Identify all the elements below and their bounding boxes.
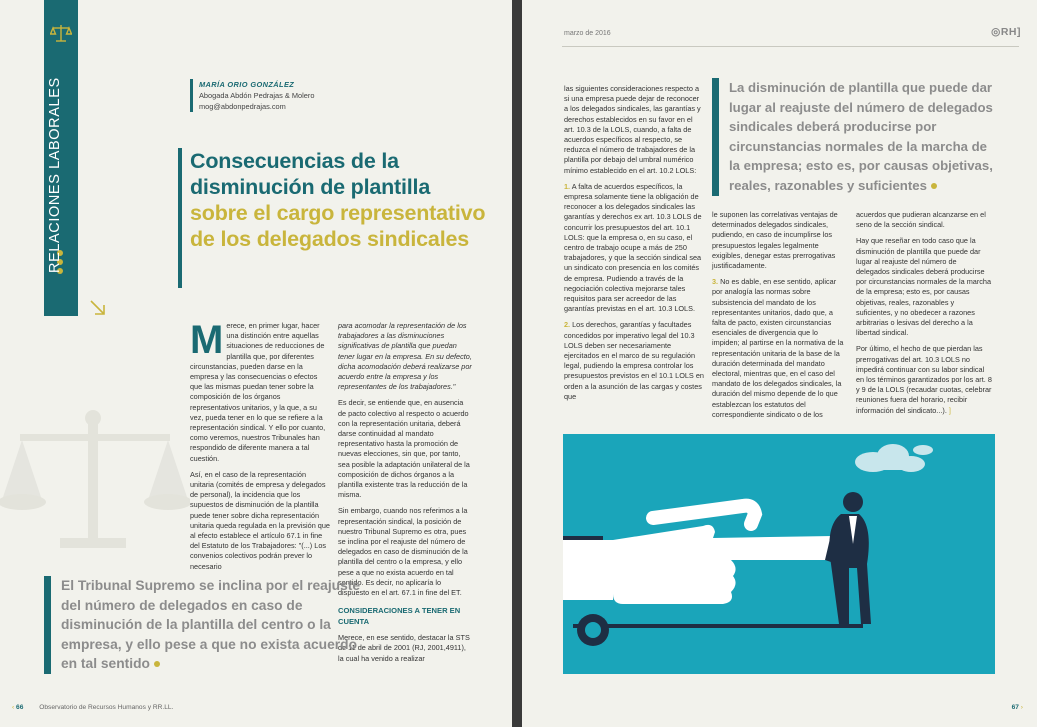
page-number: 67 — [1011, 704, 1019, 711]
header-rule — [562, 46, 1019, 47]
paragraph: Hay que reseñar en todo caso que la disminución de plantilla que puede dar lugar al reajuste del número de delegados sindicales deberá producirse por circunstancias normales de la marcha de la empresa; esto es, por causas objetivas, reales, razonables y suficientes, y no obedecer a razones arbitrarias o lesivas del derecho a la libertad sindical. — [856, 236, 992, 338]
paragraph: las siguientes consideraciones respecto a si una empresa puede dejar de reconocer a los delegados sindicales, las garantías y derechos establecidos en su favor en el art. 10.3 de la LOLS, cuando, a falta de acuerdos específicos al respecto, se reduzca el número de trabajadores de la plantilla por debajo del umbral numérico mínimo establecido en el art. 10.2 LOLS: — [564, 84, 701, 175]
footer — [12, 704, 173, 711]
illustration — [563, 434, 995, 674]
arrow-down-right-icon — [88, 298, 108, 318]
footer-arrow-icon: › — [1020, 704, 1023, 711]
author-email[interactable]: mog@abdonpedrajas.com — [199, 102, 286, 111]
paragraph: Así, en el caso de la representación unitaria (comités de empresa y delegados de personal), la incidencia que los supuestos de disminución de la plantilla puede tener sobre dicha representación unitaria queda regulada en la previsión que al efecto establece el artículo 67.1 in fine del Estatuto de los Trabajadores: "(...) Los convenios colectivos podrán prever lo necesario — [190, 469, 330, 571]
logo-circle-icon: ◎ — [991, 26, 1001, 38]
section-tag — [44, 0, 78, 316]
left-page — [0, 0, 512, 727]
footer — [1012, 704, 1023, 711]
right-page — [522, 0, 1037, 727]
section-tag-label: RELACIONES LABORALES — [47, 77, 63, 273]
paragraph: Por último, el hecho de que pierdan las prerrogativas del art. 10.3 LOLS no impedirá continuar con su labor sindical en los términos garantizados por los art. 8 y 9 de la LOLS (recaudar cuotas, celebrar reuniones fuera del horario, recibir información del sindicato...). ] — [856, 344, 992, 415]
article-title-main: Consecuencias de la disminución de plantilla — [190, 149, 431, 199]
paragraph: Sin embargo, cuando nos referimos a la representación sindical, la posición de nuestro Tribunal Supremo es otra, pues se inclina por el reajuste del número de delegados en caso de disminución de la plantilla del centro o la empresa, y ello pese a que no exista acuerdo en tal sentido. Es decir, no aplicaría lo dispuesto en el art. 67.1 in fine del ET. — [338, 506, 468, 598]
right-column-3 — [856, 210, 992, 422]
right-column-2 — [712, 210, 844, 426]
scales-of-justice-icon — [50, 22, 72, 44]
issue-date: marzo de 2016 — [564, 30, 611, 37]
scales-watermark-icon — [0, 400, 190, 560]
publication-name: Observatorio de Recursos Humanos y RR.LL. — [39, 704, 174, 711]
logo-text: RH — [1000, 26, 1017, 38]
list-item: 2. Los derechos, garantías y facultades concedidos por imperativo legal del 10.3 LOLS deben ser necesariamente ejercitados en el marco de su regulación legal, pudiendo la empresa controlar los presupuestos previstos en el 10.1 LOLS en orden a la asunción de las cargas y costes que — [564, 320, 704, 401]
title-accent-bar — [178, 148, 182, 288]
bullet-dot-icon — [154, 661, 160, 667]
paragraph: acuerdos que pudieran alcanzarse en el seno de la sección sindical. — [856, 210, 986, 230]
subheading: CONSIDERACIONES A TENER EN CUENTA — [338, 606, 461, 626]
footer-arrow-icon: ‹ — [12, 704, 15, 711]
author-role: Abogada Abdón Pedrajas & Molero — [199, 91, 315, 100]
page-number: 66 — [16, 704, 24, 711]
drop-cap: M — [190, 318, 224, 362]
pull-quote — [712, 78, 999, 196]
paragraph: para acomodar la representación de los trabajadores a las disminuciones significativas de plantilla que puedan tener lugar en la empresa. En su defecto, dicha acomodación deberá realizarse por acuerdo entre la empresa y los representantes de los trabajadores." — [338, 321, 472, 392]
left-column-1 — [190, 318, 330, 578]
pull-quote-text: El Tribunal Supremo se inclina por el reajuste del número de delegados en caso de disminución de la plantilla del centro o la empresa, y ello pese a que no exista acuerdo en tal sentido — [61, 578, 361, 671]
pull-quote-text: La disminución de plantilla que puede dar lugar al reajuste del número de delegados sindicales deberá producirse por circunstancias normales de la marcha de la empresa; esto es, por causas objetivas, reales, razonables y suficientes — [729, 80, 993, 193]
paragraph: Merece, en primer lugar, hacer una distinción entre aquellas situaciones de reducciones de plantilla que, por diferentes circunstancias, pueden darse en la empresa y las consecuencias o efectos que las mismas puedan tener sobre la composición de los órganos representativos unitarios, y la que, a su vez, pueda tener en lo que se refiere a la representación sindical. Y ello por cuanto, como veremos, nuestros Tribunales han respondido de diferente manera a tal cuestión. — [190, 318, 326, 463]
pointing-hand-illustration — [563, 434, 995, 674]
right-column-1 — [564, 84, 704, 408]
pull-quote — [44, 576, 361, 674]
paragraph: Es decir, se entiende que, en ausencia de pacto colectivo al respecto o acuerdo con la representación unitaria, deberá darse continuidad al mandato representativo hasta la promoción de nuevas elecciones, sin que, por tanto, sea posible la adaptación unilateral de la composición de dichos órganos a la plantilla existente tras la reducción de la misma. — [338, 398, 470, 500]
rh-logo: ◎RH] — [991, 26, 1021, 38]
paragraph: Merece, en ese sentido, destacar la STS de 11 de abril de 2001 (RJ, 2001,4911), la cual ha venido a realizar — [338, 633, 470, 663]
cloud-icon — [855, 444, 933, 472]
author-block — [190, 79, 479, 112]
businessman-figure — [825, 492, 871, 624]
paragraph: le suponen las correlativas ventajas de determinados delegados sindicales, pudiendo, en caso de incumplirse los presupuestos legales legalmente exigibles, denegar estas prerrogativas justificadamente. — [712, 210, 838, 271]
list-item: 3. No es dable, en ese sentido, aplicar por analogía las normas sobre subsistencia del mandato de los representantes unitarios, dado que, a falta de pacto, existen circunstancias esenciales de divergencia que lo impiden; al partirse en la normativa de la representación unitaria de la base de la duración determinada del mandato electoral, mientras que, en el caso del mandato de los delegados sindicales, la duración del mismo depende de lo que establezcan los estatutos del correspondiente sindicato o de los — [712, 277, 844, 419]
list-item: 1. A falta de acuerdos específicos, la empresa solamente tiene la obligación de reconocer a los delegados sindicales las garantías y derechos ex art. 10.3 LOLS de concurrir los presupuestos del art. 10.1 LOLS: que la empresa o, en su caso, el centro de trabajo ocupe a más de 250 trabajadores, y que la sección sindical sea un sindicato con presencia en los comités de empresa. Pudiendo a través de la negociación colectiva mejorarse tales requisitos para ser acreedor de las garantías previstas en el art. 10.3 LOLS. — [564, 181, 702, 314]
author-name: MARÍA ORIO GONZÁLEZ — [199, 80, 295, 89]
article-title — [190, 148, 490, 252]
article-title-highlight: sobre el cargo representativo de los delegados sindicales — [190, 201, 486, 251]
bullet-dot-icon — [931, 183, 937, 189]
